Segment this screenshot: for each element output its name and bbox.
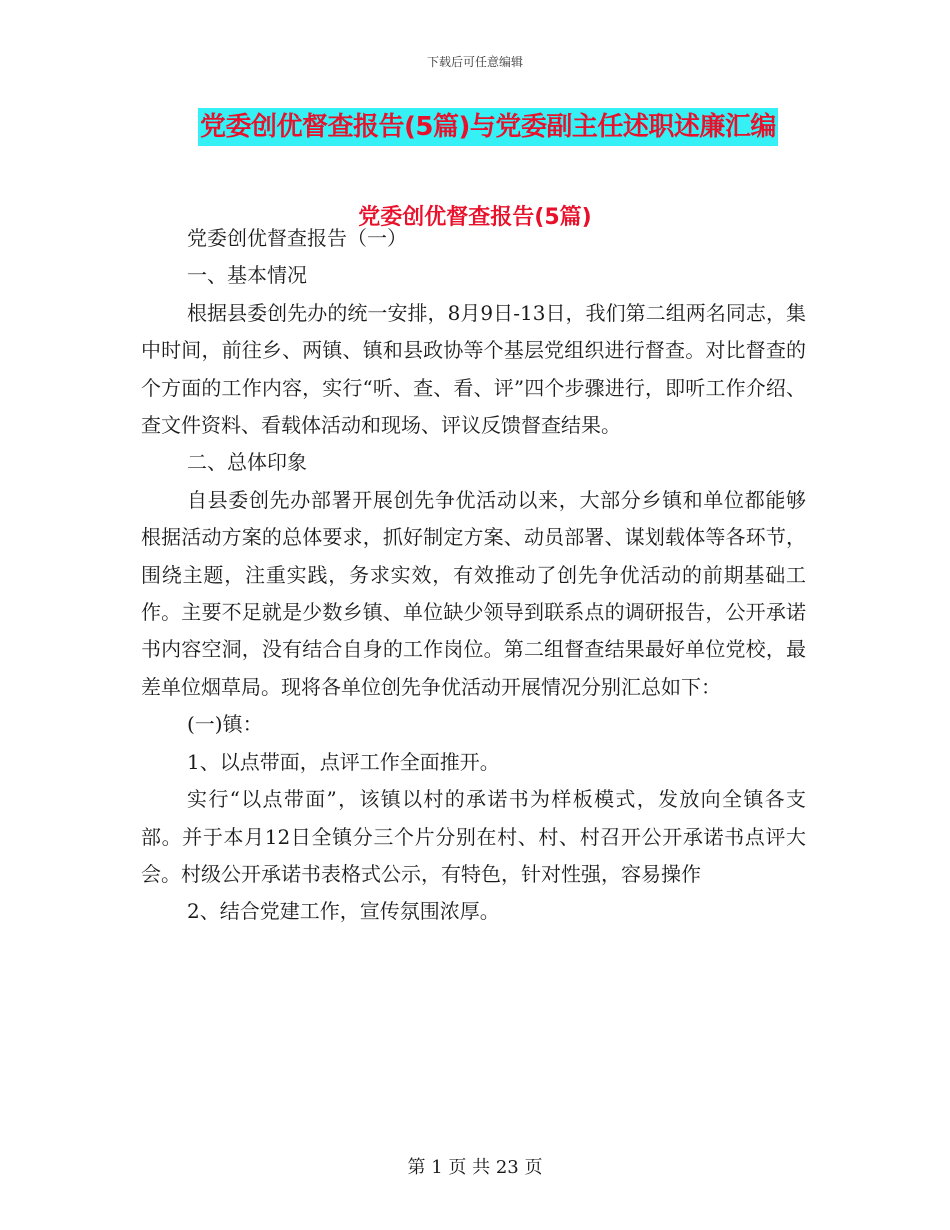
heading-basic-situation: 一、基本情况	[187, 263, 307, 288]
heading-point-to-area: 1、以点带面，点评工作全面推开。	[187, 749, 500, 774]
paragraph-overall-impression: 自县委创先办部署开展创先争优活动以来，大部分乡镇和单位都能够根据活动方案的总体要求，抓好制定方案、动员部署、谋划载体等各环节，围绕主题，注重实践，务求实效，有效推动了创先争优活动的前期基础工作。主要不足就是少数乡镇、单位缺少领导到联系点的调研报告，公开承诺书内容空洞，没有结合自身的工作岗位。第二组督查结果最好单位党校，最差单位烟草局。现将各单位创先争优活动开展情况分别汇总如下：	[141, 487, 806, 699]
paragraph-basic-situation: 根据县委创先办的统一安排，8月9日-13日，我们第二组两名同志，集中时间，前往乡、两镇、镇和县政协等个基层党组织进行督查。对比督查的个方面的工作内容，实行“听、查、看、评”四个步骤进行，即听工作介绍、查文件资料、看载体活动和现场、评议反馈督查结果。	[141, 300, 806, 438]
header-note: 下载后可任意编辑	[426, 55, 523, 69]
heading-party-building: 2、结合党建工作，宣传氛围浓厚。	[187, 899, 500, 924]
paragraph-point-to-area: 实行“以点带面”，该镇以村的承诺书为样板模式，发放向全镇各支部。并于本月12日全镇分三个片分别在村、村、村召开公开承诺书点评大会。村级公开承诺书表格式公示，有特色，针对性强，容易操作	[141, 787, 806, 886]
section-title: 党委创优督查报告(5篇)	[358, 205, 592, 230]
document-title: 党委创优督查报告(5篇)与党委副主任述职述廉汇编	[198, 108, 778, 146]
heading-town: (一)镇：	[187, 712, 263, 737]
document-body	[141, 220, 806, 931]
report-heading: 党委创优督查报告（一）	[187, 226, 407, 250]
heading-overall-impression: 二、总体印象	[187, 450, 307, 475]
page-number: 第 1 页 共 23 页	[407, 1157, 543, 1178]
